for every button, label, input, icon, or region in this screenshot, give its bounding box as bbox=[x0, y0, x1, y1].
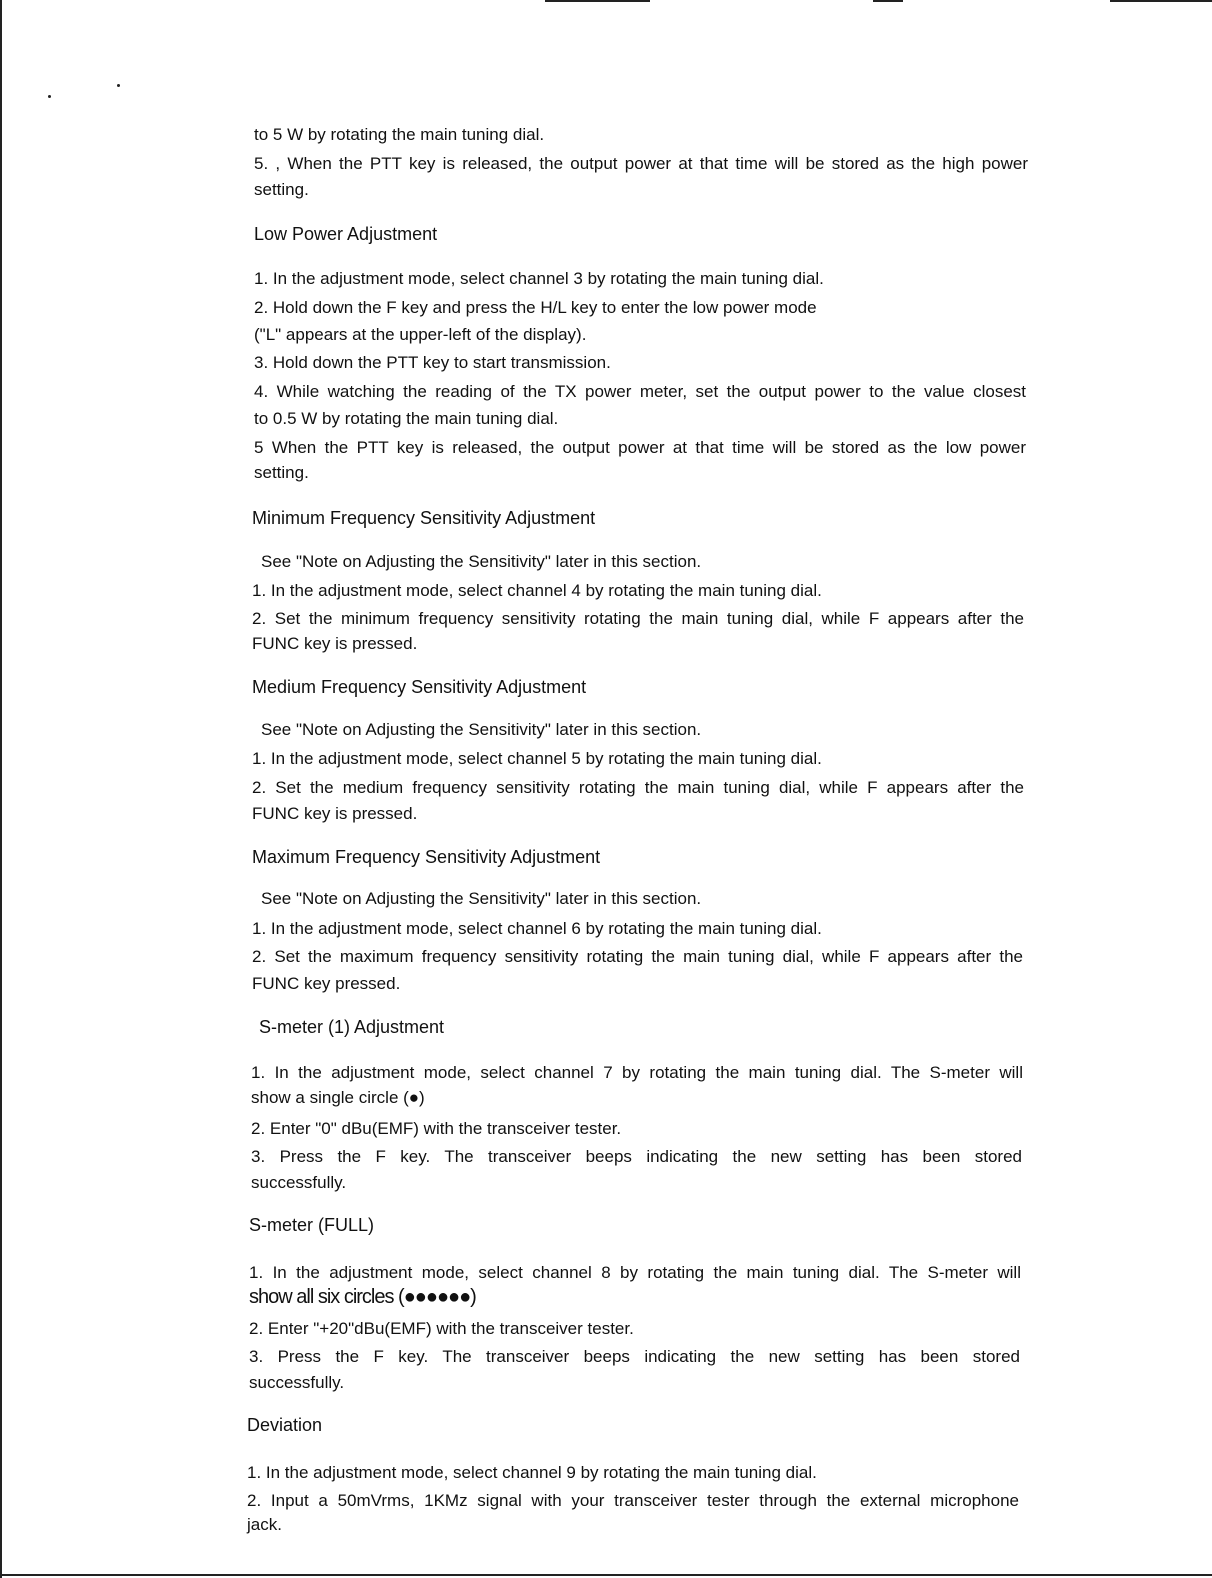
body-line: show a single circle (●) bbox=[251, 1088, 425, 1107]
body-line: 2. Input a 50mVrms, 1KMz signal with your transceiver tester through the external microphone bbox=[247, 1491, 1019, 1510]
body-line: 4. While watching the reading of the TX power meter, set the output power to the value closest bbox=[254, 382, 1026, 401]
body-line: 3. Press the F key. The transceiver beeps indicating the new setting has been stored bbox=[249, 1347, 1020, 1366]
scan-bottom-edge bbox=[0, 1574, 1212, 1576]
body-line: 2. Set the minimum frequency sensitivity rotating the main tuning dial, while F appears after the bbox=[252, 609, 1024, 628]
scan-top-mark bbox=[545, 0, 650, 2]
body-line: ("L" appears at the upper-left of the display). bbox=[254, 325, 587, 344]
body-line: 1. In the adjustment mode, select channel 9 by rotating the main tuning dial. bbox=[247, 1463, 817, 1482]
body-line: 5 When the PTT key is released, the output power at that time will be stored as the low power bbox=[254, 438, 1026, 457]
body-line: 2. Set the medium frequency sensitivity rotating the main tuning dial, while F appears after the bbox=[252, 778, 1024, 797]
body-line: See "Note on Adjusting the Sensitivity" later in this section. bbox=[261, 552, 702, 571]
body-line: See "Note on Adjusting the Sensitivity" later in this section. bbox=[261, 720, 702, 739]
scan-left-edge bbox=[0, 0, 2, 1578]
scan-top-mark bbox=[1110, 0, 1212, 2]
scan-speck bbox=[48, 95, 51, 98]
body-line: 1. In the adjustment mode, select channel 7 by rotating the main tuning dial. The S-meter will bbox=[251, 1063, 1023, 1082]
body-line: 2. Set the maximum frequency sensitivity rotating the main tuning dial, while F appears after the bbox=[252, 947, 1023, 966]
body-line: 2. Enter "0" dBu(EMF) with the transceiver tester. bbox=[251, 1119, 622, 1138]
section-heading: S-meter (1) Adjustment bbox=[259, 1017, 445, 1037]
body-line: 2. Hold down the F key and press the H/L key to enter the low power mode bbox=[254, 298, 817, 317]
section-heading: Minimum Frequency Sensitivity Adjustment bbox=[252, 508, 596, 528]
section-heading: Deviation bbox=[247, 1415, 323, 1435]
body-line: jack. bbox=[247, 1515, 282, 1534]
body-line: 1. In the adjustment mode, select channel 4 by rotating the main tuning dial. bbox=[252, 581, 822, 600]
body-line: successfully. bbox=[249, 1373, 345, 1392]
body-line: 3. Hold down the PTT key to start transmission. bbox=[254, 353, 611, 372]
body-line: successfully. bbox=[251, 1173, 347, 1192]
body-line: 5. , When the PTT key is released, the output power at that time will be stored as the high power bbox=[254, 154, 1028, 173]
section-heading: Maximum Frequency Sensitivity Adjustment bbox=[252, 847, 601, 867]
body-line: FUNC key is pressed. bbox=[252, 634, 418, 653]
body-line: FUNC key pressed. bbox=[252, 974, 401, 993]
body-line: See "Note on Adjusting the Sensitivity" later in this section. bbox=[261, 889, 702, 908]
body-line: 1. In the adjustment mode, select channel 8 by rotating the main tuning dial. The S-meter will bbox=[249, 1263, 1021, 1282]
body-line: 2. Enter "+20"dBu(EMF) with the transceiver tester. bbox=[249, 1319, 634, 1338]
scan-top-mark bbox=[873, 0, 903, 2]
body-line: setting. bbox=[254, 463, 309, 482]
body-line: to 0.5 W by rotating the main tuning dial. bbox=[254, 409, 559, 428]
section-heading: S-meter (FULL) bbox=[249, 1215, 375, 1235]
body-line: 3. Press the F key. The transceiver beeps indicating the new setting has been stored bbox=[251, 1147, 1022, 1166]
body-line: to 5 W by rotating the main tuning dial. bbox=[254, 125, 545, 144]
section-heading: Medium Frequency Sensitivity Adjustment bbox=[252, 677, 587, 697]
body-line: FUNC key is pressed. bbox=[252, 804, 418, 823]
body-line: setting. bbox=[254, 180, 309, 199]
body-line: 1. In the adjustment mode, select channel 6 by rotating the main tuning dial. bbox=[252, 919, 822, 938]
body-line: 1. In the adjustment mode, select channel 3 by rotating the main tuning dial. bbox=[254, 269, 824, 288]
section-heading: Low Power Adjustment bbox=[254, 224, 438, 244]
scan-speck bbox=[117, 84, 120, 87]
body-line: show all six circles (●●●●●●) bbox=[249, 1286, 476, 1308]
body-line: 1. In the adjustment mode, select channel 5 by rotating the main tuning dial. bbox=[252, 749, 822, 768]
